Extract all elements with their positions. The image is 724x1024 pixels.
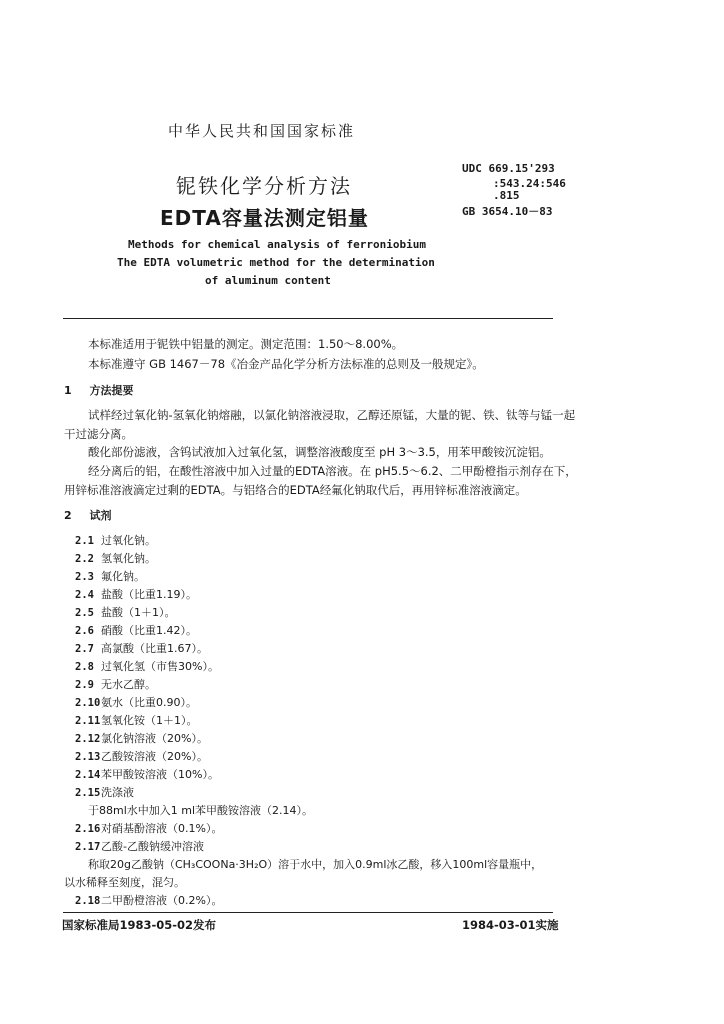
intro-compliance: 本标准遵守 GB 1467－78《冶金产品化学分析方法标准的总则及一般规定》。 bbox=[88, 357, 484, 371]
reagent-item: 2.12氯化钠溶液（20%）。 bbox=[75, 732, 208, 745]
document-title-chinese: 铌铁化学分析方法 bbox=[176, 174, 352, 198]
reagent-item: 2.15洗涤液 bbox=[75, 786, 134, 799]
reagent-item: 2.17乙酸-乙酸钠缓冲溶液 bbox=[75, 840, 204, 853]
reagent-2-15-description: 于88ml水中加入1 ml苯甲酸铵溶液（2.14）。 bbox=[88, 804, 314, 817]
reagent-item: 2.13乙酸铵溶液（20%）。 bbox=[75, 750, 208, 763]
section-1-number: 1 bbox=[64, 384, 72, 397]
reagent-item: 2.2 氢氧化钠。 bbox=[75, 552, 156, 565]
reagent-item: 2.8 过氧化氢（市售30%）。 bbox=[75, 660, 219, 673]
section-1-para1-line2: 干过滤分离。 bbox=[64, 427, 133, 441]
udc-code-line2: :543.24:546 bbox=[493, 177, 566, 190]
reagent-2-17-description-line1: 称取20g乙酸钠（CH₃COONa·3H₂O）溶于水中，加入0.9ml冰乙酸，移入100ml容量瓶中， bbox=[88, 858, 543, 871]
section-1-para2: 酸化部份滤液，含钨试液加入过氧化氢，调整溶液酸度至 pH 3～3.5，用苯甲酸铵沉淀铝。 bbox=[88, 445, 551, 459]
reagent-item: 2.16对硝基酚溶液（0.1%）。 bbox=[75, 822, 223, 835]
reagent-item: 2.18二甲酚橙溶液（0.2%）。 bbox=[75, 894, 223, 907]
reagent-item: 2.5 盐酸（1＋1）。 bbox=[75, 606, 176, 619]
section-2-number: 2 bbox=[64, 509, 72, 522]
section-1-para1-line1: 试样经过氧化钠-氢氧化钠熔融，以氯化钠溶液浸取，乙醇还原锰，大量的铌、铁、钛等与锰一起 bbox=[88, 408, 576, 422]
intro-scope: 本标准适用于铌铁中铝量的测定。测定范围：1.50～8.00%。 bbox=[88, 337, 404, 351]
english-title-line3: of aluminum content bbox=[205, 274, 331, 287]
reagent-item: 2.11氢氧化铵（1＋1）。 bbox=[75, 714, 198, 727]
reagent-item: 2.14苯甲酸铵溶液（10%）。 bbox=[75, 768, 219, 781]
reagent-item: 2.9 无水乙醇。 bbox=[75, 678, 156, 691]
english-title-line2: The EDTA volumetric method for the determination bbox=[117, 256, 435, 269]
reagent-item: 2.4 盐酸（比重1.19）。 bbox=[75, 588, 197, 601]
section-2-title: 试剂 bbox=[89, 509, 112, 522]
document-subtitle-chinese: EDTA容量法测定铝量 bbox=[160, 206, 369, 230]
footer-divider bbox=[63, 912, 553, 913]
section-1-heading bbox=[64, 382, 134, 398]
reagent-item: 2.6 硝酸（比重1.42）。 bbox=[75, 624, 197, 637]
reagent-item: 2.7 高氯酸（比重1.67）。 bbox=[75, 642, 208, 655]
effective-date: 1984-03-01实施 bbox=[462, 918, 559, 932]
udc-code-line1: UDC 669.15'293 bbox=[462, 162, 555, 175]
section-2-heading bbox=[64, 507, 112, 523]
header-divider bbox=[63, 318, 553, 319]
udc-code-line3: .815 bbox=[493, 189, 520, 202]
section-1-para3-line1: 经分离后的铝，在酸性溶液中加入过量的EDTA溶液。在 pH5.5～6.2、二甲酚橙指示剂存在下， bbox=[88, 464, 577, 478]
issue-date: 国家标准局1983-05-02发布 bbox=[62, 918, 217, 932]
section-1-title: 方法提要 bbox=[89, 384, 134, 397]
issuing-body: 中华人民共和国国家标准 bbox=[168, 122, 356, 140]
reagent-item: 2.3 氟化钠。 bbox=[75, 570, 145, 583]
reagent-2-17-description-line2: 以水稀释至刻度，混匀。 bbox=[64, 876, 185, 889]
reagent-item: 2.10氨水（比重0.90）。 bbox=[75, 696, 197, 709]
section-1-para3-line2: 用锌标准溶液滴定过剩的EDTA。与铝络合的EDTA经氟化钠取代后，再用锌标准溶液滴定。 bbox=[64, 483, 527, 497]
gb-standard-number: GB 3654.10－83 bbox=[462, 205, 553, 218]
reagent-item: 2.1 过氧化钠。 bbox=[75, 534, 156, 547]
english-title-line1: Methods for chemical analysis of ferroniobium bbox=[128, 238, 427, 251]
